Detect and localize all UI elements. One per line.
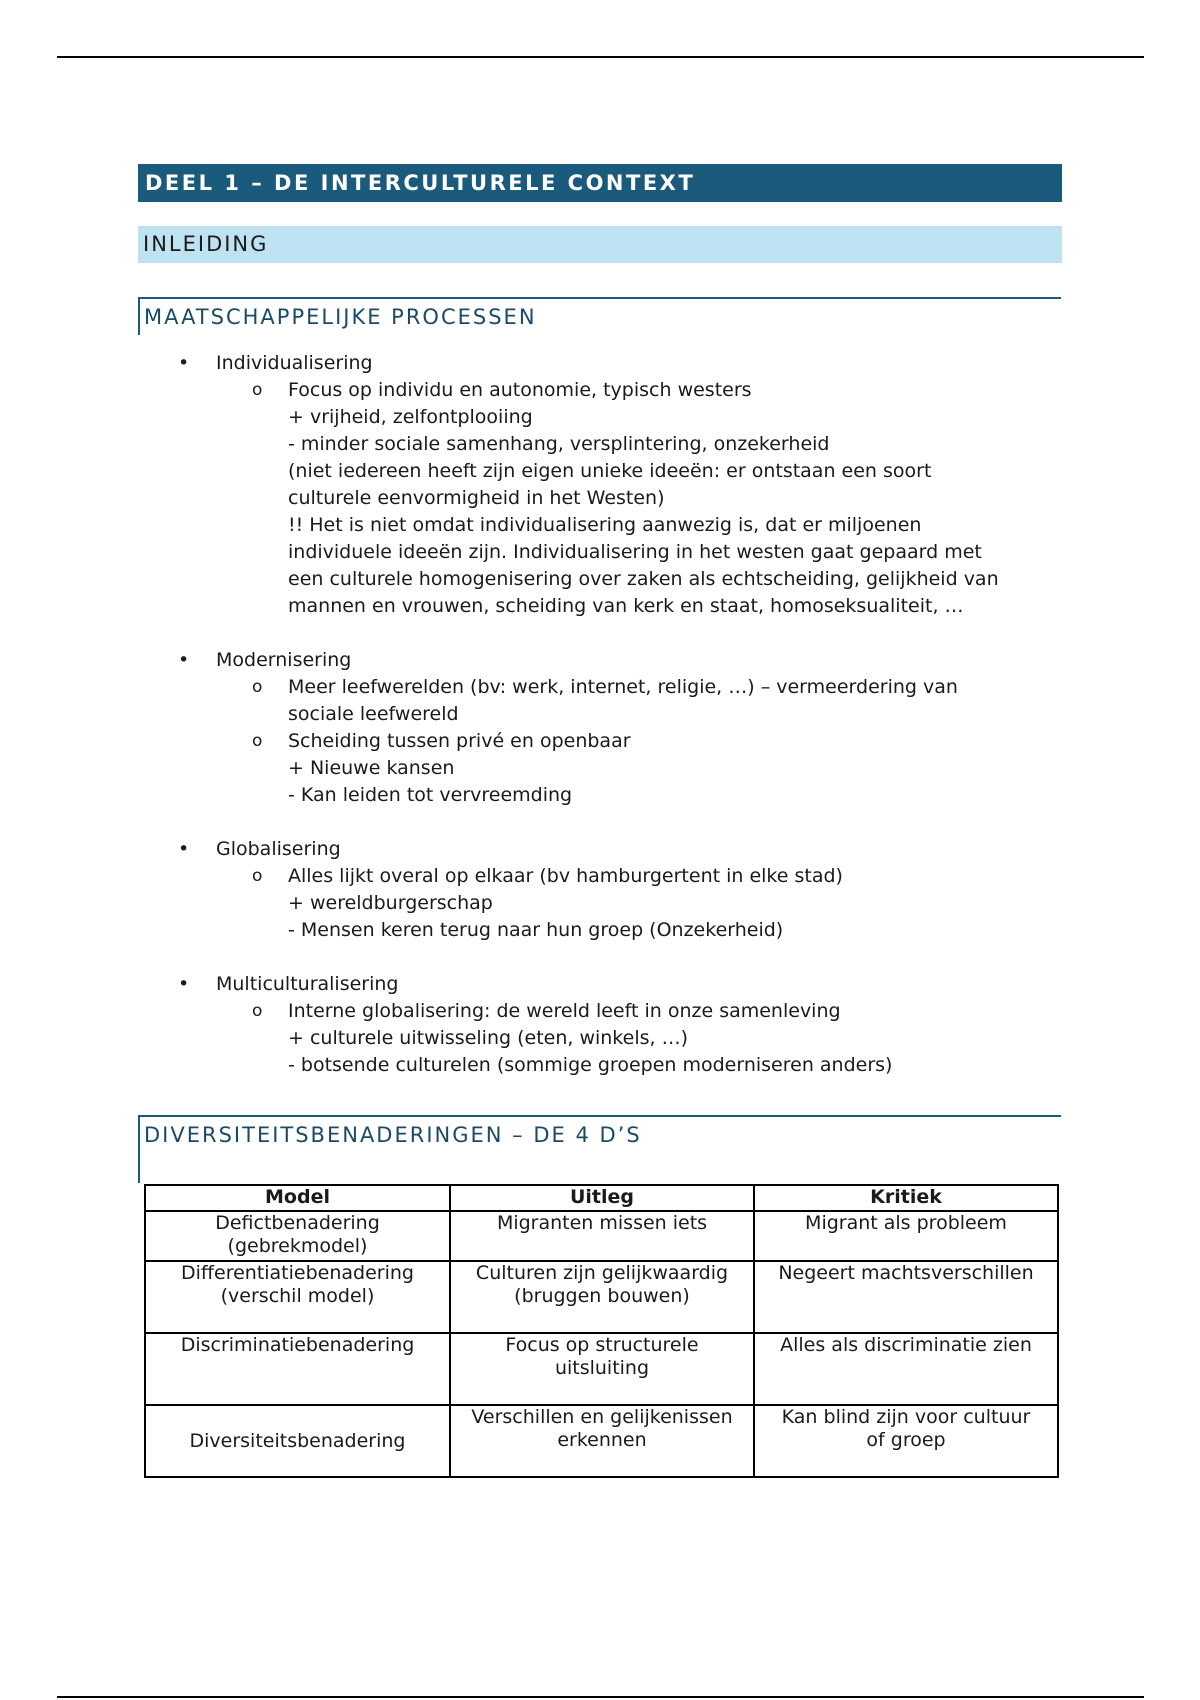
cell-line: of groep <box>866 1429 946 1451</box>
text-line: een culturele homogenisering over zaken als echtscheiding, gelijkheid van <box>288 568 999 590</box>
cell-line: Discriminatiebenadering <box>180 1334 415 1356</box>
column-header-uitleg: Uitleg <box>450 1185 754 1211</box>
cell-model <box>145 1333 450 1405</box>
cell-line: (bruggen bouwen) <box>514 1285 690 1307</box>
table-header-row <box>145 1185 1058 1211</box>
cell-line: (gebrekmodel) <box>227 1235 368 1257</box>
text-line: !! Het is niet omdat individualisering aanwezig is, dat er miljoenen <box>288 514 922 536</box>
list-item <box>0 971 1200 1079</box>
cell-line: uitsluiting <box>554 1357 650 1379</box>
text-line: - botsende culturelen (sommige groepen moderniseren anders) <box>288 1054 893 1076</box>
cell-line: Defictbenadering <box>215 1212 380 1234</box>
column-header-model: Model <box>145 1185 450 1211</box>
cell-uitleg <box>450 1261 754 1333</box>
cell-line: Alles als discriminatie zien <box>780 1334 1032 1356</box>
table-row <box>145 1333 1058 1405</box>
cell-kritiek <box>754 1405 1058 1477</box>
text-line: Scheiding tussen privé en openbaar <box>288 730 631 752</box>
text-line: Alles lijkt overal op elkaar (bv hamburgertent in elke stad) <box>288 865 843 887</box>
bottom-rule <box>57 1696 1144 1698</box>
list-item-label: • Individualisering <box>0 350 1200 377</box>
text-line: Interne globalisering: de wereld leeft in onze samenleving <box>288 1000 841 1022</box>
cell-kritiek <box>754 1333 1058 1405</box>
list-item-label: • Globalisering <box>0 836 1200 863</box>
sub-list-item <box>0 674 1200 728</box>
cell-uitleg <box>450 1405 754 1477</box>
sub-list-item <box>0 863 1200 944</box>
cell-line: Negeert machtsverschillen <box>778 1262 1034 1284</box>
sub-bullet: o <box>252 866 263 886</box>
column-header-kritiek: Kritiek <box>754 1185 1058 1211</box>
sub-bullet: o <box>252 1001 263 1021</box>
cell-model <box>145 1405 450 1477</box>
processes-list <box>0 350 1200 1106</box>
cell-line: Migranten missen iets <box>496 1212 708 1234</box>
sub-bullet: o <box>252 731 263 751</box>
sub-list-item <box>0 728 1200 809</box>
text-line: Focus op individu en autonomie, typisch westers <box>288 379 752 401</box>
text-line: (niet iedereen heeft zijn eigen unieke ideeën: er ontstaan een soort <box>288 460 932 482</box>
cell-line: Migrant als probleem <box>805 1212 1007 1234</box>
text-line: - Mensen keren terug naar hun groep (Onzekerheid) <box>288 919 784 941</box>
cell-line: Kan blind zijn voor cultuur <box>781 1406 1031 1428</box>
diversity-table <box>144 1184 1059 1478</box>
table-row <box>145 1211 1058 1261</box>
cell-line: erkennen <box>557 1429 647 1451</box>
cell-model <box>145 1261 450 1333</box>
text-line: + culturele uitwisseling (eten, winkels, …) <box>288 1027 688 1049</box>
text-line: + wereldburgerschap <box>288 892 493 914</box>
section-heading: INLEIDING <box>138 226 1062 263</box>
cell-line: Verschillen en gelijkenissen <box>471 1406 733 1428</box>
table-row <box>145 1405 1058 1477</box>
top-rule <box>57 56 1144 58</box>
subsection-heading-diversity: DIVERSITEITSBENADERINGEN – DE 4 D’S <box>138 1115 1061 1183</box>
chapter-heading: DEEL 1 – DE INTERCULTURELE CONTEXT <box>138 164 1062 202</box>
text-line: + vrijheid, zelfontplooiing <box>288 406 533 428</box>
cell-uitleg <box>450 1333 754 1405</box>
text-line: mannen en vrouwen, scheiding van kerk en staat, homoseksualiteit, … <box>288 595 964 617</box>
sub-list-item <box>0 377 1200 620</box>
list-item <box>0 836 1200 944</box>
cell-line: Focus op structurele <box>505 1334 699 1356</box>
cell-kritiek <box>754 1261 1058 1333</box>
text-line: Meer leefwerelden (bv: werk, internet, religie, …) – vermeerdering van <box>288 676 958 698</box>
text-line: + Nieuwe kansen <box>288 757 455 779</box>
list-item <box>0 350 1200 620</box>
sub-list-item <box>0 998 1200 1079</box>
table-row <box>145 1261 1058 1333</box>
cell-kritiek <box>754 1211 1058 1261</box>
cell-model <box>145 1211 450 1261</box>
sub-bullet: o <box>252 677 263 697</box>
list-item-label: • Modernisering <box>0 647 1200 674</box>
cell-line: (verschil model) <box>220 1285 375 1307</box>
text-line: culturele eenvormigheid in het Westen) <box>288 487 665 509</box>
subsection-heading-processes: MAATSCHAPPELIJKE PROCESSEN <box>138 297 1061 335</box>
cell-line: Differentiatiebenadering <box>181 1262 414 1284</box>
text-line: sociale leefwereld <box>288 703 459 725</box>
cell-line: Diversiteitsbenadering <box>189 1429 406 1452</box>
list-item-label: • Multiculturalisering <box>0 971 1200 998</box>
sub-bullet: o <box>252 380 263 400</box>
list-item <box>0 647 1200 809</box>
text-line: - Kan leiden tot vervreemding <box>288 784 573 806</box>
cell-line: Culturen zijn gelijkwaardig <box>475 1262 729 1284</box>
text-line: individuele ideeën zijn. Individualisering in het westen gaat gepaard met <box>288 541 982 563</box>
text-line: - minder sociale samenhang, versplintering, onzekerheid <box>288 433 830 455</box>
cell-uitleg <box>450 1211 754 1261</box>
